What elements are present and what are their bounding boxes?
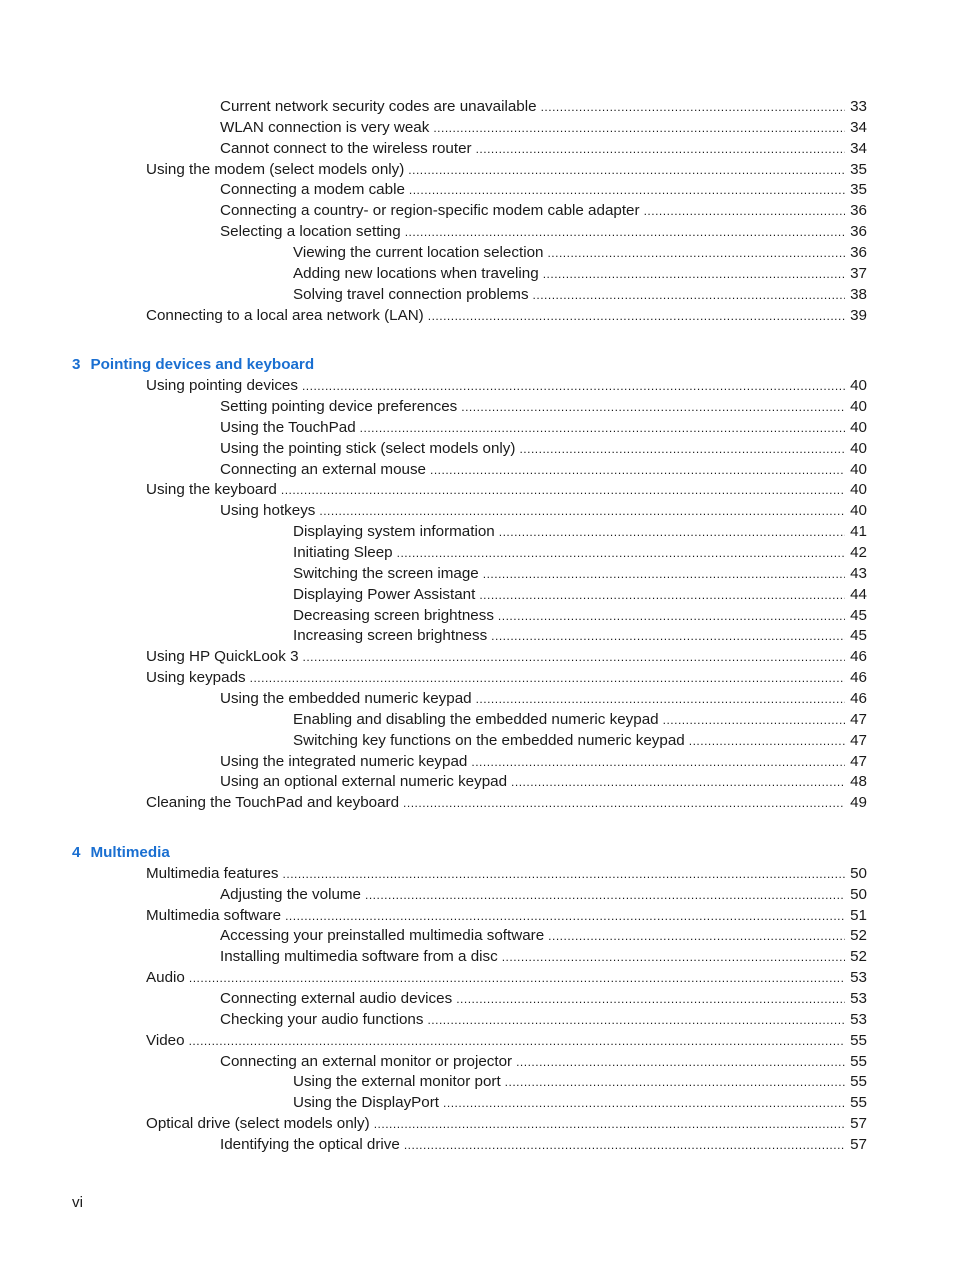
toc-entry-page: 36 <box>850 223 867 241</box>
toc-entry-title: Initiating Sleep <box>293 544 393 561</box>
dot-leader <box>505 1072 845 1093</box>
toc-entry-title: Video <box>146 1031 185 1049</box>
toc-entry-page: 57 <box>850 1135 867 1153</box>
toc-entry[interactable] <box>146 667 867 688</box>
toc-entry[interactable] <box>146 863 867 884</box>
toc-entry-page: 34 <box>850 118 867 136</box>
toc-entry[interactable] <box>293 563 867 584</box>
toc-entry-page: 55 <box>850 1073 867 1091</box>
toc-entry-title: Using hotkeys <box>220 502 316 520</box>
toc-entry[interactable] <box>146 305 867 326</box>
dot-leader <box>499 522 845 543</box>
toc-entry-page: 33 <box>850 98 867 115</box>
toc-entry-title: Optical drive (select models only) <box>146 1115 370 1133</box>
toc-entry-page: 40 <box>850 481 867 499</box>
dot-leader <box>443 1093 845 1114</box>
toc-entry[interactable] <box>293 284 867 305</box>
toc-entry-title: Decreasing screen brightness <box>293 606 494 624</box>
dot-leader <box>403 793 845 814</box>
dot-leader <box>491 626 845 647</box>
dot-leader <box>533 285 845 306</box>
toc-entry-page: 40 <box>850 439 867 457</box>
toc-entry-page: 40 <box>850 377 867 395</box>
toc-entry-title: Connecting external audio devices <box>220 990 453 1007</box>
chapter-title: Multimedia <box>90 844 170 862</box>
toc-entry[interactable] <box>146 375 867 396</box>
toc-entry[interactable] <box>293 730 867 751</box>
toc-entry-title: Increasing screen brightness <box>293 627 488 645</box>
toc-entry[interactable] <box>220 884 867 905</box>
dot-leader <box>189 968 845 989</box>
toc-entry[interactable] <box>220 396 867 417</box>
toc-entry-title: Displaying system information <box>293 523 495 541</box>
toc-entry-page: 39 <box>850 306 867 324</box>
dot-leader <box>461 397 845 418</box>
toc-entry[interactable] <box>293 542 867 563</box>
toc-entry-title: Using an optional external numeric keypad <box>220 773 508 791</box>
toc-entry-title: Connecting to a local area network (LAN) <box>146 306 424 324</box>
dot-leader <box>502 947 845 968</box>
toc-entry-page: 55 <box>850 1094 867 1112</box>
toc-entry-page: 53 <box>850 969 867 987</box>
toc-entry[interactable] <box>220 221 867 242</box>
toc-entry[interactable] <box>220 1051 867 1072</box>
toc-entry[interactable] <box>146 1113 867 1134</box>
toc-entry[interactable] <box>220 138 867 159</box>
dot-leader <box>250 668 845 689</box>
dot-leader <box>476 139 845 160</box>
toc-entry[interactable] <box>220 751 867 772</box>
toc-entry-title: Using keypads <box>146 669 246 687</box>
toc-entry-page: 34 <box>850 139 867 157</box>
toc-entry[interactable] <box>220 179 867 200</box>
dot-leader <box>302 376 845 397</box>
toc-entry[interactable] <box>293 263 867 284</box>
dot-leader <box>427 1010 845 1031</box>
toc-entry-page: 55 <box>850 1052 867 1070</box>
toc-entry-page: 36 <box>850 243 867 261</box>
toc-entry-page: 50 <box>850 864 867 882</box>
toc-entry[interactable] <box>146 646 867 667</box>
dot-leader <box>428 306 845 327</box>
dot-leader <box>644 201 845 222</box>
toc-entry-page: 52 <box>850 927 867 945</box>
toc-entry-page: 47 <box>850 731 867 749</box>
toc-entry-title: Using the DisplayPort <box>293 1094 440 1112</box>
toc-entry-page: 40 <box>850 418 867 436</box>
toc-entry-title: Using the external monitor port <box>293 1073 501 1091</box>
toc-entry-title: Adjusting the volume <box>220 885 361 903</box>
chapter-title: Pointing devices and keyboard <box>90 356 315 374</box>
chapter-heading[interactable] <box>72 842 170 863</box>
toc-entry-page: 40 <box>850 502 867 520</box>
chapter-number: 3 <box>72 356 81 374</box>
toc-entry-page: 46 <box>850 689 867 707</box>
toc-entry[interactable] <box>220 946 867 967</box>
dot-leader <box>319 501 845 522</box>
toc-entry[interactable] <box>293 605 867 626</box>
toc-entry-page: 52 <box>850 948 867 966</box>
toc-entry-title: Solving travel connection problems <box>293 285 529 303</box>
toc-entry-page: 46 <box>850 669 867 687</box>
toc-entry-title: Cannot connect to the wireless router <box>220 139 472 157</box>
chapter-heading[interactable] <box>72 354 314 375</box>
toc-entry-page: 43 <box>850 564 867 582</box>
toc-entry-page: 44 <box>850 585 867 603</box>
toc-entry-title: Adding new locations when traveling <box>293 264 539 282</box>
dot-leader <box>374 1114 845 1135</box>
dot-leader <box>430 460 845 481</box>
dot-leader <box>519 439 845 460</box>
toc-entry-title: Using the keyboard <box>146 481 277 499</box>
toc-entry-title: Using the modem (select models only) <box>146 160 405 178</box>
toc-entry-title: Using the embedded numeric keypad <box>220 689 472 707</box>
dot-leader <box>479 585 845 606</box>
toc-entry-page: 37 <box>850 264 867 282</box>
dot-leader <box>285 906 845 927</box>
toc-entry-page: 41 <box>850 523 867 541</box>
toc-entry-title: Multimedia software <box>146 906 282 924</box>
toc-entry-title: Viewing the current location selection <box>293 243 544 261</box>
toc-entry[interactable] <box>293 1092 867 1113</box>
dot-leader <box>283 864 845 885</box>
toc-entry-page: 45 <box>850 606 867 624</box>
toc-entry-title: Connecting an external mouse <box>220 460 427 478</box>
chapter-number: 4 <box>72 844 81 862</box>
toc-entry-title: Using pointing devices <box>146 377 298 395</box>
toc-entry[interactable] <box>220 117 867 138</box>
toc-entry-title: Installing multimedia software from a disc <box>220 948 498 966</box>
dot-leader <box>408 160 845 181</box>
toc-entry-title: Switching the screen image <box>293 564 479 582</box>
dot-leader <box>404 1135 845 1156</box>
toc-entry-page: 47 <box>850 710 867 728</box>
toc-entry[interactable] <box>146 1030 867 1051</box>
dot-leader <box>433 118 845 139</box>
dot-leader <box>456 989 845 1010</box>
toc-entry[interactable] <box>220 417 867 438</box>
toc-entry-page: 55 <box>850 1031 867 1049</box>
toc-entry-title: Using the integrated numeric keypad <box>220 752 468 770</box>
dot-leader <box>541 97 845 118</box>
toc-entry-title: WLAN connection is very weak <box>220 118 430 136</box>
toc-entry-title: Switching key functions on the embedded numeric keypad <box>293 731 685 749</box>
dot-leader <box>189 1031 845 1052</box>
dot-leader <box>397 543 845 564</box>
dot-leader <box>547 243 845 264</box>
dot-leader <box>511 772 845 793</box>
toc-entry[interactable] <box>146 159 867 180</box>
toc-entry-page: 42 <box>850 544 867 561</box>
toc-entry-title: Identifying the optical drive <box>220 1135 400 1153</box>
toc-entry-page: 51 <box>850 906 867 924</box>
toc-entry[interactable] <box>293 242 867 263</box>
toc-entry-page: 50 <box>850 885 867 903</box>
toc-entry[interactable] <box>146 905 867 926</box>
toc-entry-title: Accessing your preinstalled multimedia software <box>220 927 545 945</box>
toc-entry[interactable] <box>293 1071 867 1092</box>
dot-leader <box>303 647 845 668</box>
toc-entry-page: 49 <box>850 794 867 812</box>
toc-entry-title: Connecting an external monitor or projector <box>220 1052 513 1070</box>
toc-entry-title: Using the TouchPad <box>220 418 356 436</box>
toc-entry-page: 57 <box>850 1115 867 1133</box>
toc-entry-title: Cleaning the TouchPad and keyboard <box>146 794 400 812</box>
toc-entry[interactable] <box>220 500 867 521</box>
dot-leader <box>516 1052 845 1073</box>
dot-leader <box>471 752 845 773</box>
toc-entry-title: Enabling and disabling the embedded numeric keypad <box>293 710 659 728</box>
dot-leader <box>409 180 845 201</box>
toc-entry[interactable] <box>220 988 867 1009</box>
toc-entry-page: 47 <box>850 752 867 770</box>
toc-entry-title: Connecting a country- or region-specific modem cable adapter <box>220 202 640 220</box>
dot-leader <box>548 926 845 947</box>
toc-entry[interactable] <box>220 96 867 117</box>
dot-leader <box>365 885 845 906</box>
toc-entry[interactable] <box>220 771 867 792</box>
toc-entry[interactable] <box>220 459 867 480</box>
dot-leader <box>483 564 845 585</box>
toc-entry[interactable] <box>293 584 867 605</box>
toc-entry-page: 40 <box>850 460 867 478</box>
toc-entry-title: Using the pointing stick (select models only) <box>220 439 516 457</box>
toc-entry[interactable] <box>293 625 867 646</box>
toc-entry-title: Multimedia features <box>146 864 279 882</box>
toc-entry-page: 40 <box>850 398 867 416</box>
toc-entry-page: 53 <box>850 990 867 1007</box>
toc-entry-page: 53 <box>850 1010 867 1028</box>
toc-entry[interactable] <box>220 1009 867 1030</box>
toc-entry[interactable] <box>293 521 867 542</box>
toc-entry[interactable] <box>220 200 867 221</box>
toc-entry-title: Checking your audio functions <box>220 1010 424 1028</box>
toc-entry[interactable] <box>146 792 867 813</box>
dot-leader <box>689 731 845 752</box>
page-number: vi <box>72 1194 83 1211</box>
toc-entry-title: Current network security codes are unavailable <box>220 98 537 115</box>
toc-entry[interactable] <box>293 709 867 730</box>
toc-entry-page: 36 <box>850 202 867 220</box>
toc-entry[interactable] <box>220 688 867 709</box>
toc-entry-page: 35 <box>850 160 867 178</box>
toc-entry-page: 46 <box>850 648 867 666</box>
dot-leader <box>476 689 845 710</box>
toc-entry-page: 48 <box>850 773 867 791</box>
toc-entry-title: Using HP QuickLook 3 <box>146 648 299 666</box>
toc-entry-page: 45 <box>850 627 867 645</box>
toc-entry-title: Displaying Power Assistant <box>293 585 476 603</box>
dot-leader <box>360 418 845 439</box>
toc-entry-title: Audio <box>146 969 185 987</box>
toc-entry-title: Selecting a location setting <box>220 223 401 241</box>
toc-entry-page: 35 <box>850 181 867 199</box>
toc-entry[interactable] <box>220 438 867 459</box>
dot-leader <box>663 710 845 731</box>
toc-entry-title: Connecting a modem cable <box>220 181 405 199</box>
toc-entry[interactable] <box>146 479 867 500</box>
toc-entry[interactable] <box>146 967 867 988</box>
toc-entry[interactable] <box>220 1134 867 1155</box>
dot-leader <box>498 606 845 627</box>
toc-entry-title: Setting pointing device preferences <box>220 398 458 416</box>
dot-leader <box>405 222 845 243</box>
toc-entry-page: 38 <box>850 285 867 303</box>
toc-entry[interactable] <box>220 925 867 946</box>
dot-leader <box>281 480 845 501</box>
dot-leader <box>543 264 845 285</box>
